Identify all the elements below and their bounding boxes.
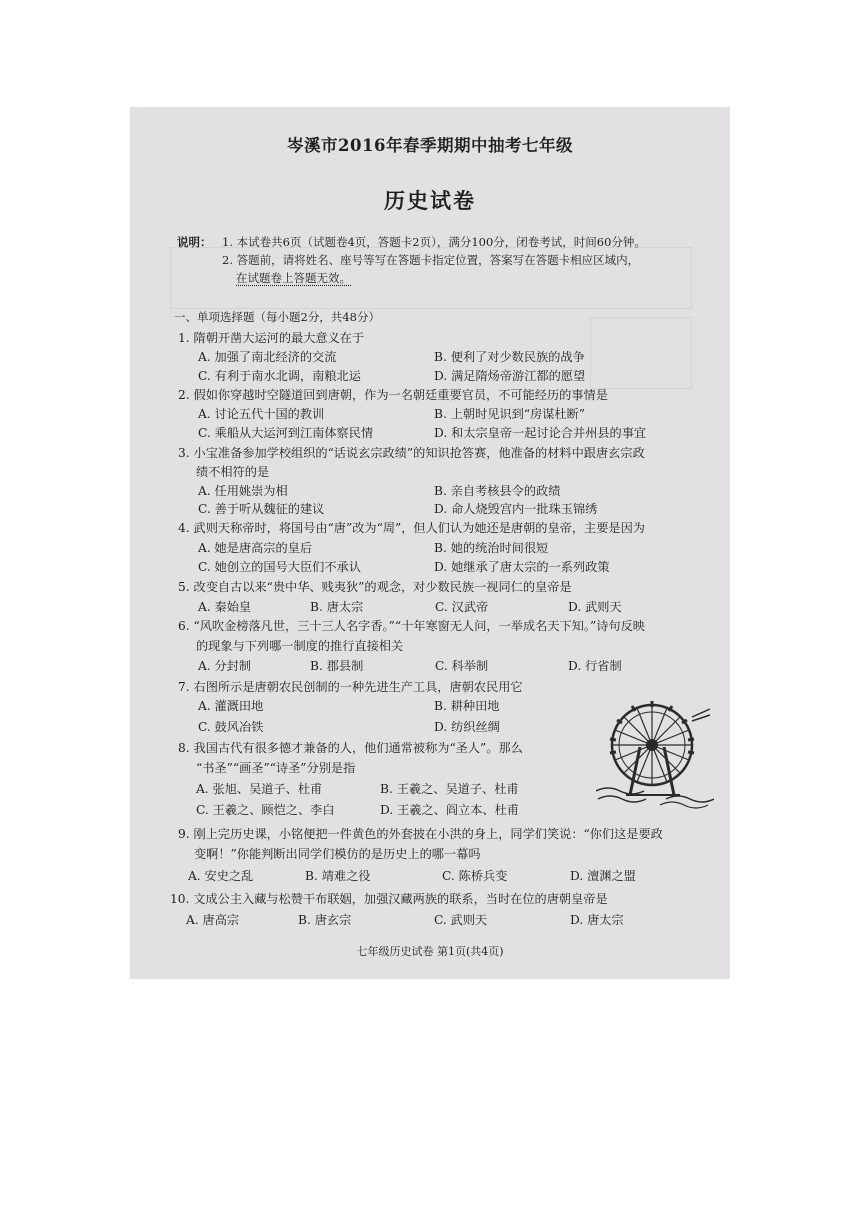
option-1b: B. 便利了对少数民族的战争	[434, 350, 585, 364]
option-5a: A. 秦始皇	[198, 600, 252, 614]
option-9a: A. 安史之乱	[188, 869, 254, 883]
notes-label: 说明：	[177, 235, 212, 249]
waterwheel-icon	[596, 695, 714, 809]
option-10b: B. 唐玄宗	[298, 913, 352, 927]
question-9: 9. 刚上完历史课，小铭便把一件黄色的外套披在小洪的身上，同学们笑说：“你们这是要政	[178, 827, 663, 841]
option-7b: B. 耕种田地	[434, 699, 500, 713]
option-5c: C. 汉武帝	[435, 600, 489, 614]
option-4c: C. 她创立的国号大臣们不承认	[198, 560, 361, 574]
question-3: 3. 小宝准备参加学校组织的“话说玄宗政绩”的知识抢答赛，他准备的材料中跟唐玄宗政	[178, 446, 645, 460]
option-8d: D. 王羲之、阎立本、杜甫	[380, 803, 519, 817]
exam-sheet	[130, 107, 730, 979]
option-2b: B. 上朝时见识到“房谋杜断”	[434, 407, 586, 421]
option-2c: C. 乘船从大运河到江南体察民情	[198, 426, 374, 440]
option-5b: B. 唐太宗	[310, 600, 364, 614]
option-3a: A. 任用姚崇为相	[198, 484, 288, 498]
option-6a: A. 分封制	[198, 659, 252, 673]
notes-line-3: 在试题卷上答题无效。	[236, 271, 351, 285]
option-6c: C. 科举制	[435, 659, 489, 673]
question-1: 1. 隋朝开凿大运河的最大意义在于	[178, 331, 365, 345]
option-10d: D. 唐太宗	[570, 913, 624, 927]
option-6b: B. 郡县制	[310, 659, 364, 673]
option-8b: B. 王羲之、吴道子、杜甫	[380, 782, 519, 796]
notes-line-2: 2. 答题前，请将姓名、座号等写在答题卡指定位置，答案写在答题卡相应区域内，	[222, 253, 640, 267]
option-5d: D. 武则天	[568, 600, 622, 614]
option-4b: B. 她的统治时间很短	[434, 541, 549, 555]
exam-subtitle: 历史试卷	[384, 188, 476, 213]
option-4a: A. 她是唐高宗的皇后	[198, 541, 313, 555]
option-7c: C. 鼓风冶铁	[198, 720, 264, 734]
option-10a: A. 唐高宗	[186, 913, 240, 927]
option-8a: A. 张旭、吴道子、杜甫	[196, 782, 323, 796]
show-through-grid	[590, 317, 692, 389]
option-1d: D. 满足隋炀帝游江都的愿望	[434, 369, 586, 383]
option-2d: D. 和太宗皇帝一起讨论合并州县的事宜	[434, 426, 647, 440]
option-9c: C. 陈桥兵变	[442, 869, 508, 883]
question-6-cont: 的现象与下列哪一制度的推行直接相关	[196, 639, 404, 653]
question-7: 7. 右图所示是唐朝农民创制的一种先进生产工具，唐朝农民用它	[178, 680, 523, 694]
question-10: 10. 文成公主入藏与松赞干布联姻，加强汉藏两族的联系，当时在位的唐朝皇帝是	[170, 892, 608, 906]
page-footer: 七年级历史试卷 第1页(共4页)	[356, 945, 504, 958]
option-9b: B. 靖难之役	[305, 869, 371, 883]
option-4d: D. 她继承了唐太宗的一系列政策	[434, 560, 610, 574]
option-10c: C. 武则天	[434, 913, 488, 927]
question-3-cont: 绩不相符的是	[196, 465, 270, 479]
exam-title: 岑溪市2016年春季期期中抽考七年级	[287, 136, 573, 155]
question-6: 6. “风吹金榜落凡世，三十三人名字香。”“十年寒窗无人问，一举成名天下知。”诗句反映	[178, 619, 645, 633]
question-8: 8. 我国古代有很多德才兼备的人，他们通常被称为“圣人”。那么	[178, 741, 523, 755]
question-8-cont: “书圣”“画圣”“诗圣”分别是指	[196, 761, 356, 775]
question-2: 2. 假如你穿越时空隧道回到唐朝，作为一名朝廷重要官员，不可能经历的事情是	[178, 388, 608, 402]
option-1a: A. 加强了南北经济的交流	[198, 350, 337, 364]
option-6d: D. 行省制	[568, 659, 622, 673]
option-7a: A. 灌溉田地	[198, 699, 264, 713]
question-9-cont: 变啊！”你能判断出同学们模仿的是历史上的哪一幕吗	[194, 847, 481, 861]
option-3b: B. 亲自考核县令的政绩	[434, 484, 561, 498]
question-5: 5. 改变自古以来“贵中华、贱夷狄”的观念，对少数民族一视同仁的皇帝是	[178, 580, 572, 594]
question-4: 4. 武则天称帝时，将国号由“唐”改为“周”，但人们认为她还是唐朝的皇帝，主要是因为	[178, 521, 645, 535]
option-1c: C. 有利于南水北调，南粮北运	[198, 369, 361, 383]
section-title: 一、单项选择题（每小题2分，共48分）	[174, 310, 380, 324]
notes-line-1: 1. 本试卷共6页（试题卷4页，答题卡2页），满分100分，闭卷考试，时间60分钟。	[222, 235, 646, 249]
option-7d: D. 纺织丝绸	[434, 720, 500, 734]
option-9d: D. 澶渊之盟	[570, 869, 636, 883]
option-3d: D. 命人烧毁宫内一批珠玉锦绣	[434, 502, 598, 516]
option-8c: C. 王羲之、顾恺之、李白	[196, 803, 335, 817]
option-3c: C. 善于听从魏征的建议	[198, 502, 325, 516]
option-2a: A. 讨论五代十国的教训	[198, 407, 325, 421]
